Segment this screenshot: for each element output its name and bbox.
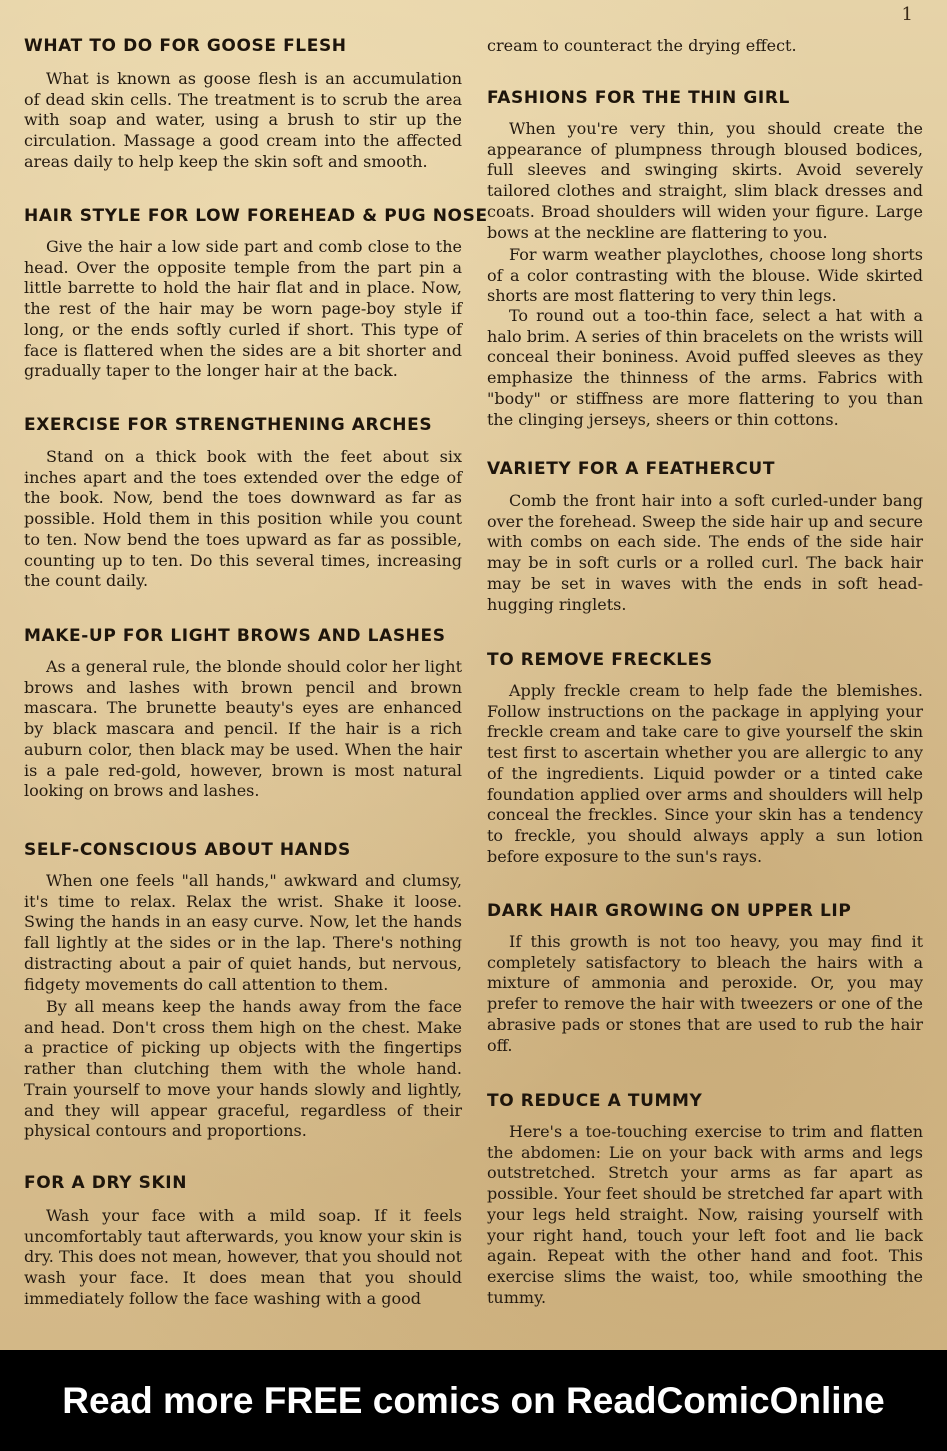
paragraph-thin-girl-1: When you're very thin, you should create the appearance of plumpness through bloused bodices, full sleeves and swinging skirts. Avoid severely tailored clothes and straight, slim black dresses and coats. Broad shoulders will widen your figure. Large bows at the neckline are flattering to you. <box>487 119 923 242</box>
heading-goose-flesh: WHAT TO DO FOR GOOSE FLESH <box>24 36 347 56</box>
paragraph-thin-girl-3: To round out a too-thin face, select a hat with a halo brim. A series of thin bracelets on the wrists will conceal their boniness. Avoid puffed sleeves as they emphasize the thinness of the arms. Fabrics with "body" or stiffness are more flattering to you than the clinging jerseys, sheers or thin cottons. <box>487 306 923 429</box>
paragraph-feathercut: Comb the front hair into a soft curled-under bang over the forehead. Sweep the side hair up and secure with combs on each side. The ends of the side hair may be in soft curls or a rolled curl. The back hair may be set in waves with the ends in soft head-hugging ringlets. <box>487 491 923 614</box>
paragraph-arches: Stand on a thick book with the feet about six inches apart and the toes extended over the edge of the book. Now, bend the toes downward as far as possible. Hold them in this position while you count to ten. Now bend the toes upward as far as possible, counting up to ten. Do this several times, increasing the count daily. <box>24 447 462 591</box>
paragraph-freckles: Apply freckle cream to help fade the blemishes. Follow instructions on the package in applying your freckle cream and take care to give yourself the skin test first to ascertain whether you are allergic to any of the ingredients. Liquid powder or a tinted cake foundation applied over arms and shoulders will help conceal the freckles. Since your skin has a tendency to freckle, you should always apply a sun lotion before exposure to the sun's rays. <box>487 681 923 866</box>
paragraph-thin-girl-2: For warm weather playclothes, choose long shorts of a color contrasting with the blouse. Wide skirted shorts are most flattering to very thin legs. <box>487 245 923 306</box>
heading-hair-style: HAIR STYLE FOR LOW FOREHEAD & PUG NOSE <box>24 206 488 226</box>
heading-thin-girl: FASHIONS FOR THE THIN GIRL <box>487 88 790 108</box>
continuation-text: cream to counteract the drying effect. <box>487 36 797 55</box>
promo-banner-text: Read more FREE comics on ReadComicOnline <box>62 1379 885 1421</box>
paragraph-dry-skin: Wash your face with a mild soap. If it feels uncomfortably taut afterwards, you know your skin is dry. This does not mean, however, that you should not wash your face. It does mean that you should immediately follow the face washing with a good <box>24 1206 462 1308</box>
paragraph-tummy: Here's a toe-touching exercise to trim and flatten the abdomen: Lie on your back with arms and legs outstretched. Stretch your arms as far apart as possible. Your feet should be stretched far apart with your legs held straight. Now, raising yourself with your right hand, touch your left foot and lie back again. Repeat with the other hand and foot. This exercise slims the waist, too, while smoothing the tummy. <box>487 1122 923 1307</box>
paragraph-hands-1: When one feels "all hands," awkward and clumsy, it's time to relax. Relax the wrist. Shake it loose. Swing the hands in an easy curve. Now, let the hands fall lightly at the sides or in the lap. There's nothing distracting about a pair of quiet hands, but nervous, fidgety movements do call attention to them. <box>24 871 462 994</box>
paragraph-hands-2: By all means keep the hands away from the face and head. Don't cross them high on the chest. Make a practice of picking up objects with the fingertips rather than clutching them with the whole hand. Train yourself to move your hands slowly and lightly, and they will appear graceful, regardless of their physical contours and proportions. <box>24 997 462 1141</box>
heading-brows-lashes: MAKE-UP FOR LIGHT BROWS AND LASHES <box>24 626 446 646</box>
heading-feathercut: VARIETY FOR A FEATHERCUT <box>487 459 776 479</box>
page-number: 1 <box>901 4 913 25</box>
heading-freckles: TO REMOVE FRECKLES <box>487 650 713 670</box>
heading-arches: EXERCISE FOR STRENGTHENING ARCHES <box>24 415 433 435</box>
heading-hands: SELF-CONSCIOUS ABOUT HANDS <box>24 840 351 860</box>
heading-tummy: TO REDUCE A TUMMY <box>487 1091 703 1111</box>
promo-banner <box>0 1350 947 1451</box>
paragraph-goose-flesh: What is known as goose flesh is an accumulation of dead skin cells. The treatment is to scrub the area with soap and water, using a brush to stir up the circulation. Massage a good cream into the affected areas daily to help keep the skin soft and smooth. <box>24 69 462 171</box>
paragraph-hair-style: Give the hair a low side part and comb close to the head. Over the opposite temple from the part pin a little barrette to hold the hair flat and in place. Now, the rest of the hair may be worn page-boy style if long, or the ends softly curled if short. This type of face is flattered when the sides are a bit shorter and gradually taper to the longer hair at the back. <box>24 237 462 381</box>
heading-dry-skin: FOR A DRY SKIN <box>24 1173 188 1193</box>
heading-upper-lip: DARK HAIR GROWING ON UPPER LIP <box>487 901 852 921</box>
paragraph-upper-lip: If this growth is not too heavy, you may find it completely satisfactory to bleach the hairs with a mixture of ammonia and peroxide. Or, you may prefer to remove the hair with tweezers or one of the abrasive pads or stones that are used to rub the hair off. <box>487 932 923 1055</box>
paragraph-brows-lashes: As a general rule, the blonde should color her light brows and lashes with brown pencil and brown mascara. The brunette beauty's eyes are enhanced by black mascara and pencil. If the hair is a rich auburn color, then black may be used. When the hair is a pale red-gold, however, brown is most natural looking on brows and lashes. <box>24 657 462 801</box>
